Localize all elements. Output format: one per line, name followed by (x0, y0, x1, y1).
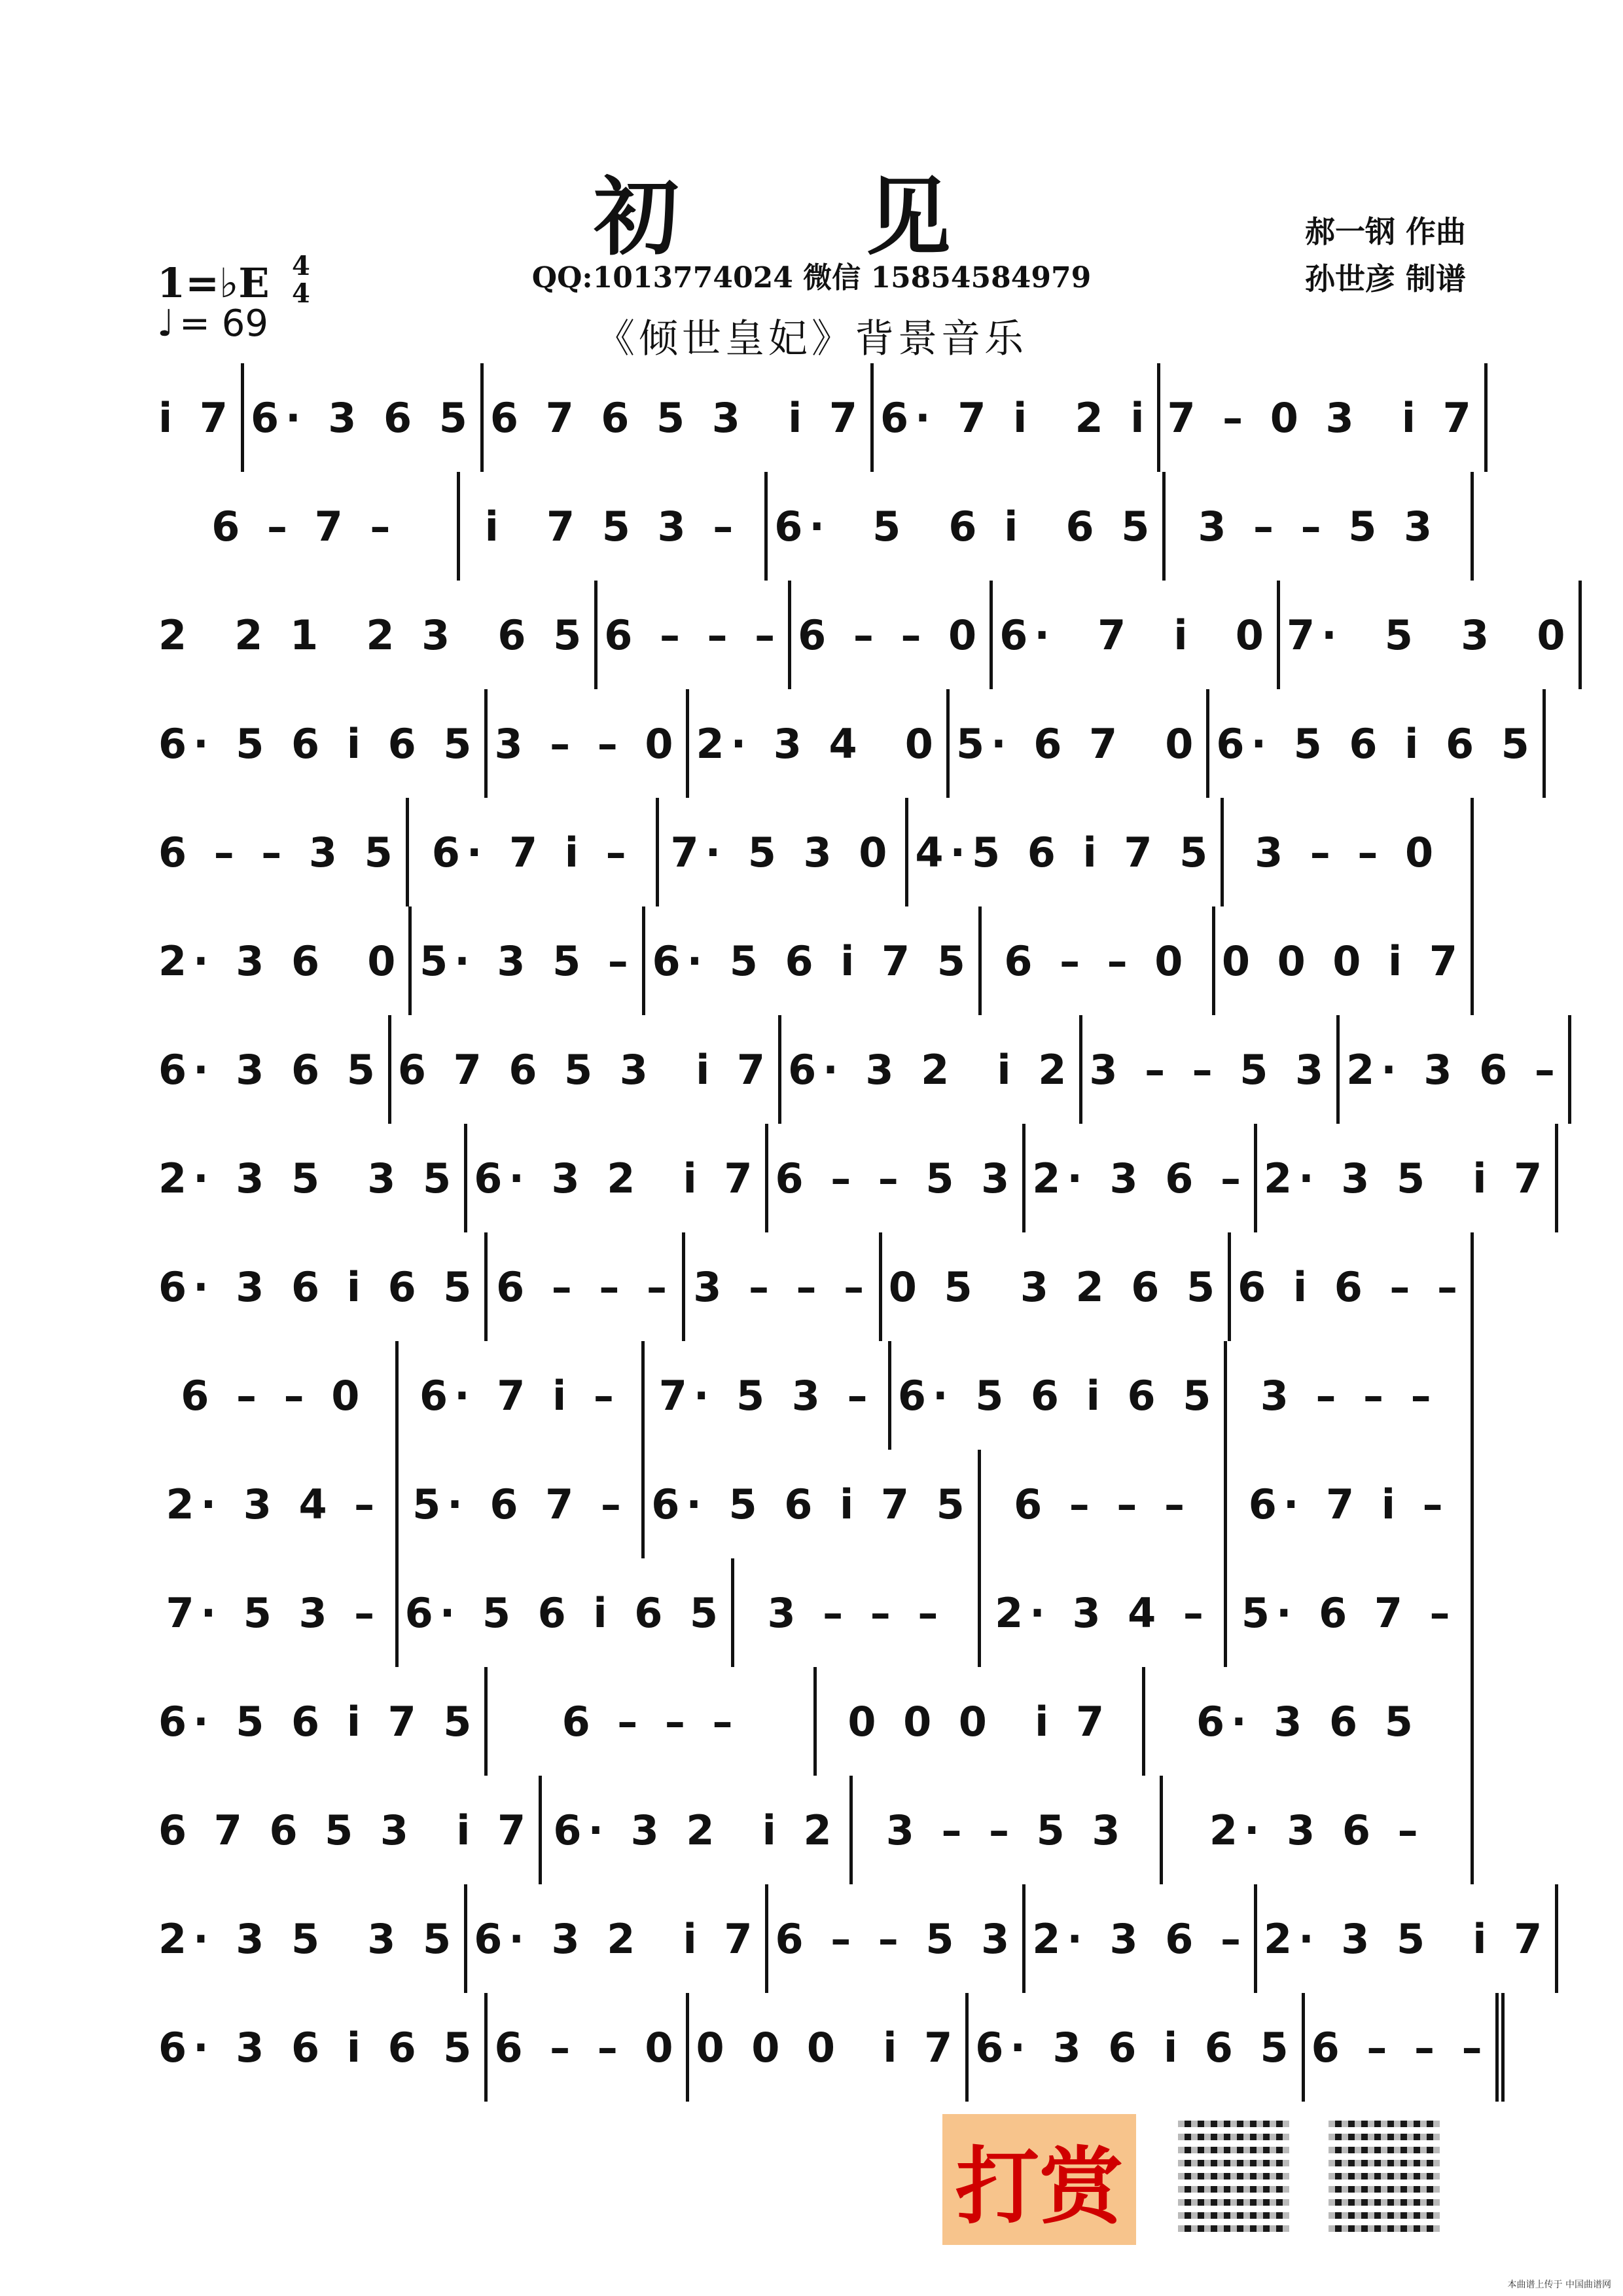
measure (152, 1341, 395, 1450)
arranger-credit: 孙世彦 制谱 (1304, 261, 1466, 296)
measure-notes: 5· 6 7 – (412, 1480, 628, 1528)
score-line (152, 689, 1536, 798)
measure-notes: 6· 7 i – (431, 828, 633, 876)
measure (978, 1558, 1224, 1667)
key-signature: 1=♭E (157, 259, 270, 307)
measure-notes: 6 – – – (496, 1263, 673, 1311)
measure (764, 472, 1162, 581)
measure-notes: 2· 3 6 0 (158, 937, 402, 985)
measure (686, 689, 946, 798)
tempo-mark (157, 302, 268, 345)
score-line (152, 906, 1474, 1015)
measure (1224, 1341, 1474, 1450)
measure (888, 1341, 1224, 1450)
measure (1212, 906, 1474, 1015)
measure-notes: 6· 3 6 i 6 5 (975, 2023, 1295, 2072)
score-line (152, 1558, 1474, 1667)
measure (594, 581, 788, 689)
measure (395, 1450, 642, 1558)
measure (1206, 689, 1545, 798)
footer-note: 本曲谱上传于 中国曲谱网 (1507, 2280, 1611, 2290)
measure (152, 689, 484, 798)
measure-notes: 6· 3 2 i 2 (553, 1806, 838, 1854)
measure-notes: 2· 3 6 – (1032, 1914, 1247, 1963)
measure (946, 689, 1206, 798)
score-line (152, 798, 1474, 906)
measure-notes: 6· 3 2 i 2 (788, 1045, 1073, 1094)
measure (406, 798, 656, 906)
measure (765, 1884, 1022, 1993)
measure-notes: 6 7 6 5 3 i 7 (397, 1045, 772, 1094)
measure-notes: 6 – – 0 (494, 2023, 680, 2072)
measure (870, 363, 1157, 472)
measure-notes: 6 – – 0 (1004, 937, 1190, 985)
measure-notes: 2· 3 6 – (1032, 1154, 1247, 1202)
measure (879, 1232, 1228, 1341)
score-line (152, 1124, 1549, 1232)
measure (152, 1124, 464, 1232)
measure (241, 363, 480, 472)
measure-notes: 6· 3 6 i 6 5 (158, 1263, 478, 1311)
measure (152, 1232, 484, 1341)
time-signature-bottom: 4 (292, 278, 310, 309)
measure-notes: 6 – – 5 3 (775, 1914, 1016, 1963)
contact-info: QQ:1013774024 微信 15854584979 (531, 261, 1092, 295)
measure-notes: 2· 3 6 – (1346, 1045, 1561, 1094)
jianpu-score (152, 363, 1572, 2102)
measure-notes: i 7 5 3 – (484, 502, 740, 550)
measure-notes: 3 – – 0 (494, 719, 680, 768)
measure (731, 1558, 978, 1667)
measure (388, 1015, 778, 1124)
measure (152, 581, 594, 689)
measure (152, 1776, 539, 1884)
measure (152, 363, 241, 472)
measure-notes: 6 – – – (604, 611, 782, 659)
measure (152, 798, 406, 906)
measure (1224, 1450, 1474, 1558)
measure-notes: 6 – – – (562, 1697, 740, 1746)
measure (1022, 1884, 1254, 1993)
measure (152, 1558, 395, 1667)
measure-notes: 3 – – 0 (1255, 828, 1440, 876)
measure-notes: 7 – 0 3 i 7 (1167, 393, 1478, 442)
measure (484, 1232, 681, 1341)
measure (765, 1124, 1022, 1232)
measure-notes: 3 – – – (767, 1588, 945, 1637)
score-line (152, 472, 1474, 581)
measure-notes: 6· 3 6 i 6 5 (158, 2023, 478, 2072)
measure-notes: 3 – – – (693, 1263, 871, 1311)
measure (464, 1884, 765, 1993)
composer-credit: 郝一钢 作曲 (1304, 214, 1466, 249)
measure-notes: 6 7 6 5 3 i 7 (490, 393, 865, 442)
measure-notes: 5· 6 7 – (1241, 1588, 1457, 1637)
measure-notes: 7· 5 3 0 (1286, 611, 1572, 659)
measure-notes: 0 0 0 i 7 (847, 1697, 1111, 1746)
measure-notes: 0 0 0 i 7 (696, 2023, 959, 2072)
measure-notes: 3 – – 5 3 (1198, 502, 1439, 550)
measure-notes: 6· 5 6 i 7 5 (158, 1697, 478, 1746)
measure (395, 1341, 642, 1450)
measure (1254, 1884, 1558, 1993)
measure (1228, 1232, 1474, 1341)
measure-notes: 7· 5 3 – (166, 1588, 382, 1637)
measure (1302, 1993, 1505, 2102)
measure-notes: 6 – – – (1311, 2023, 1489, 2072)
measure-notes: 0 5 3 2 6 5 (888, 1263, 1222, 1311)
measure-notes: 3 – – 5 3 (885, 1806, 1127, 1854)
measure (484, 1993, 686, 2102)
measure (484, 1667, 813, 1776)
measure (1157, 363, 1487, 472)
measure (152, 1884, 464, 1993)
measure (1079, 1015, 1336, 1124)
measure-notes: 5· 3 5 – (419, 937, 635, 985)
measure (788, 581, 990, 689)
measure (539, 1776, 849, 1884)
score-line (152, 1776, 1474, 1884)
measure-notes: 6 – – 5 3 (775, 1154, 1016, 1202)
measure (484, 689, 686, 798)
measure-notes: 6· 7 i – (1248, 1480, 1450, 1528)
measure-notes: 2· 3 5 3 5 (158, 1914, 458, 1963)
measure (905, 798, 1221, 906)
tempo-value: = 69 (179, 302, 268, 345)
measure-notes: 2· 3 5 i 7 (1263, 1154, 1549, 1202)
score-line (152, 1341, 1474, 1450)
measure-notes: 2· 3 5 i 7 (1263, 1914, 1549, 1963)
measure-notes: 6· 5 6 i 7 5 (651, 1480, 971, 1528)
measure-notes: 2· 3 4 – (995, 1588, 1210, 1637)
measure-notes: 6· 5 6 i 7 5 (652, 937, 972, 985)
song-subtitle: 《倾世皇妃》背景音乐 (596, 316, 1027, 362)
measure-notes: 6· 7 i – (419, 1371, 620, 1420)
measure-notes: 6· 5 6 i 6 5 (774, 502, 1156, 550)
measure (457, 472, 765, 581)
time-signature (292, 253, 310, 308)
measure-notes: 6· 3 2 i 7 (474, 1154, 759, 1202)
measure (152, 906, 408, 1015)
measure-notes: 6 – 7 – (211, 502, 397, 550)
measure-notes: i 7 (158, 393, 234, 442)
score-line (152, 1232, 1474, 1341)
measure (965, 1993, 1301, 2102)
measure-notes: 6· 3 2 i 7 (474, 1914, 759, 1963)
measure (152, 1667, 484, 1776)
measure-notes: 6· 7 i 0 (999, 611, 1270, 659)
measure-notes: 5· 6 7 0 (955, 719, 1200, 768)
measure (464, 1124, 765, 1232)
measure-notes: 6· 7 i 2 i (880, 393, 1151, 442)
measure (686, 1993, 965, 2102)
score-line (152, 1667, 1474, 1776)
measure-notes: 6· 5 6 i 6 5 (897, 1371, 1218, 1420)
measure-notes: 6 – – – (1014, 1480, 1191, 1528)
measure (682, 1232, 879, 1341)
measure (480, 363, 870, 472)
measure (990, 581, 1277, 689)
time-signature-top: 4 (292, 251, 310, 281)
measure (152, 472, 457, 581)
measure (1162, 472, 1474, 581)
measure (1336, 1015, 1571, 1124)
measure-notes: 4·5 6 i 7 5 (915, 828, 1215, 876)
measure-notes: 2· 3 5 3 5 (158, 1154, 458, 1202)
measure-notes: 6· 5 6 i 6 5 (158, 719, 478, 768)
measure-notes: 2· 3 4 – (166, 1480, 382, 1528)
measure (1277, 581, 1582, 689)
song-title: 初 见 (594, 167, 1029, 267)
measure (978, 906, 1212, 1015)
measure (656, 798, 906, 906)
measure (1221, 798, 1474, 906)
measure (408, 906, 642, 1015)
measure-notes: 2· 3 4 0 (696, 719, 940, 768)
measure-notes: 6· 5 6 i 6 5 (404, 1588, 725, 1637)
measure (778, 1015, 1079, 1124)
measure-notes: 6· 3 6 5 (1196, 1697, 1419, 1746)
measure (1142, 1667, 1474, 1776)
credits (1305, 208, 1466, 302)
measure (642, 906, 978, 1015)
measure (1254, 1124, 1558, 1232)
measure-notes: 6· 3 6 5 (158, 1045, 382, 1094)
measure (1022, 1124, 1254, 1232)
score-line (152, 363, 1478, 472)
measure (152, 1993, 484, 2102)
score-line (152, 1993, 1489, 2102)
measure-notes: 6 – – 0 (798, 611, 984, 659)
measure (1224, 1558, 1474, 1667)
measure (152, 1015, 388, 1124)
score-line (152, 1884, 1549, 1993)
qr-code-icon (1178, 2121, 1289, 2232)
score-line (152, 581, 1572, 689)
measure-notes: 3 – – – (1260, 1371, 1438, 1420)
measure-notes: 6 – – 3 5 (158, 828, 399, 876)
measure (152, 1450, 395, 1558)
measure (978, 1450, 1224, 1558)
measure-notes: 6· 5 6 i 6 5 (1216, 719, 1536, 768)
measure-notes: 2· 3 6 – (1209, 1806, 1425, 1854)
measure-notes: 7· 5 3 0 (670, 828, 894, 876)
measure (813, 1667, 1142, 1776)
measure (1160, 1776, 1474, 1884)
score-line (152, 1450, 1474, 1558)
measure-notes: 6 i 6 – – (1238, 1263, 1465, 1311)
measure (395, 1558, 731, 1667)
measure-notes: 2 2 1 2 3 6 5 (158, 611, 588, 659)
measure-notes: 0 0 0 i 7 (1221, 937, 1465, 985)
reward-button[interactable]: 打赏 (942, 2114, 1136, 2245)
measure-notes: 6 7 6 5 3 i 7 (158, 1806, 533, 1854)
score-line (152, 1015, 1561, 1124)
qr-code-icon (1329, 2121, 1440, 2232)
measure (641, 1450, 977, 1558)
measure (849, 1776, 1160, 1884)
measure-notes: 6 – – 0 (181, 1371, 366, 1420)
measure-notes: 7· 5 3 – (658, 1371, 874, 1420)
quarter-note-icon: ♩ (157, 302, 175, 345)
measure-notes: 3 – – 5 3 (1089, 1045, 1330, 1094)
measure (641, 1341, 888, 1450)
measure-notes: 6· 3 6 5 (250, 393, 474, 442)
